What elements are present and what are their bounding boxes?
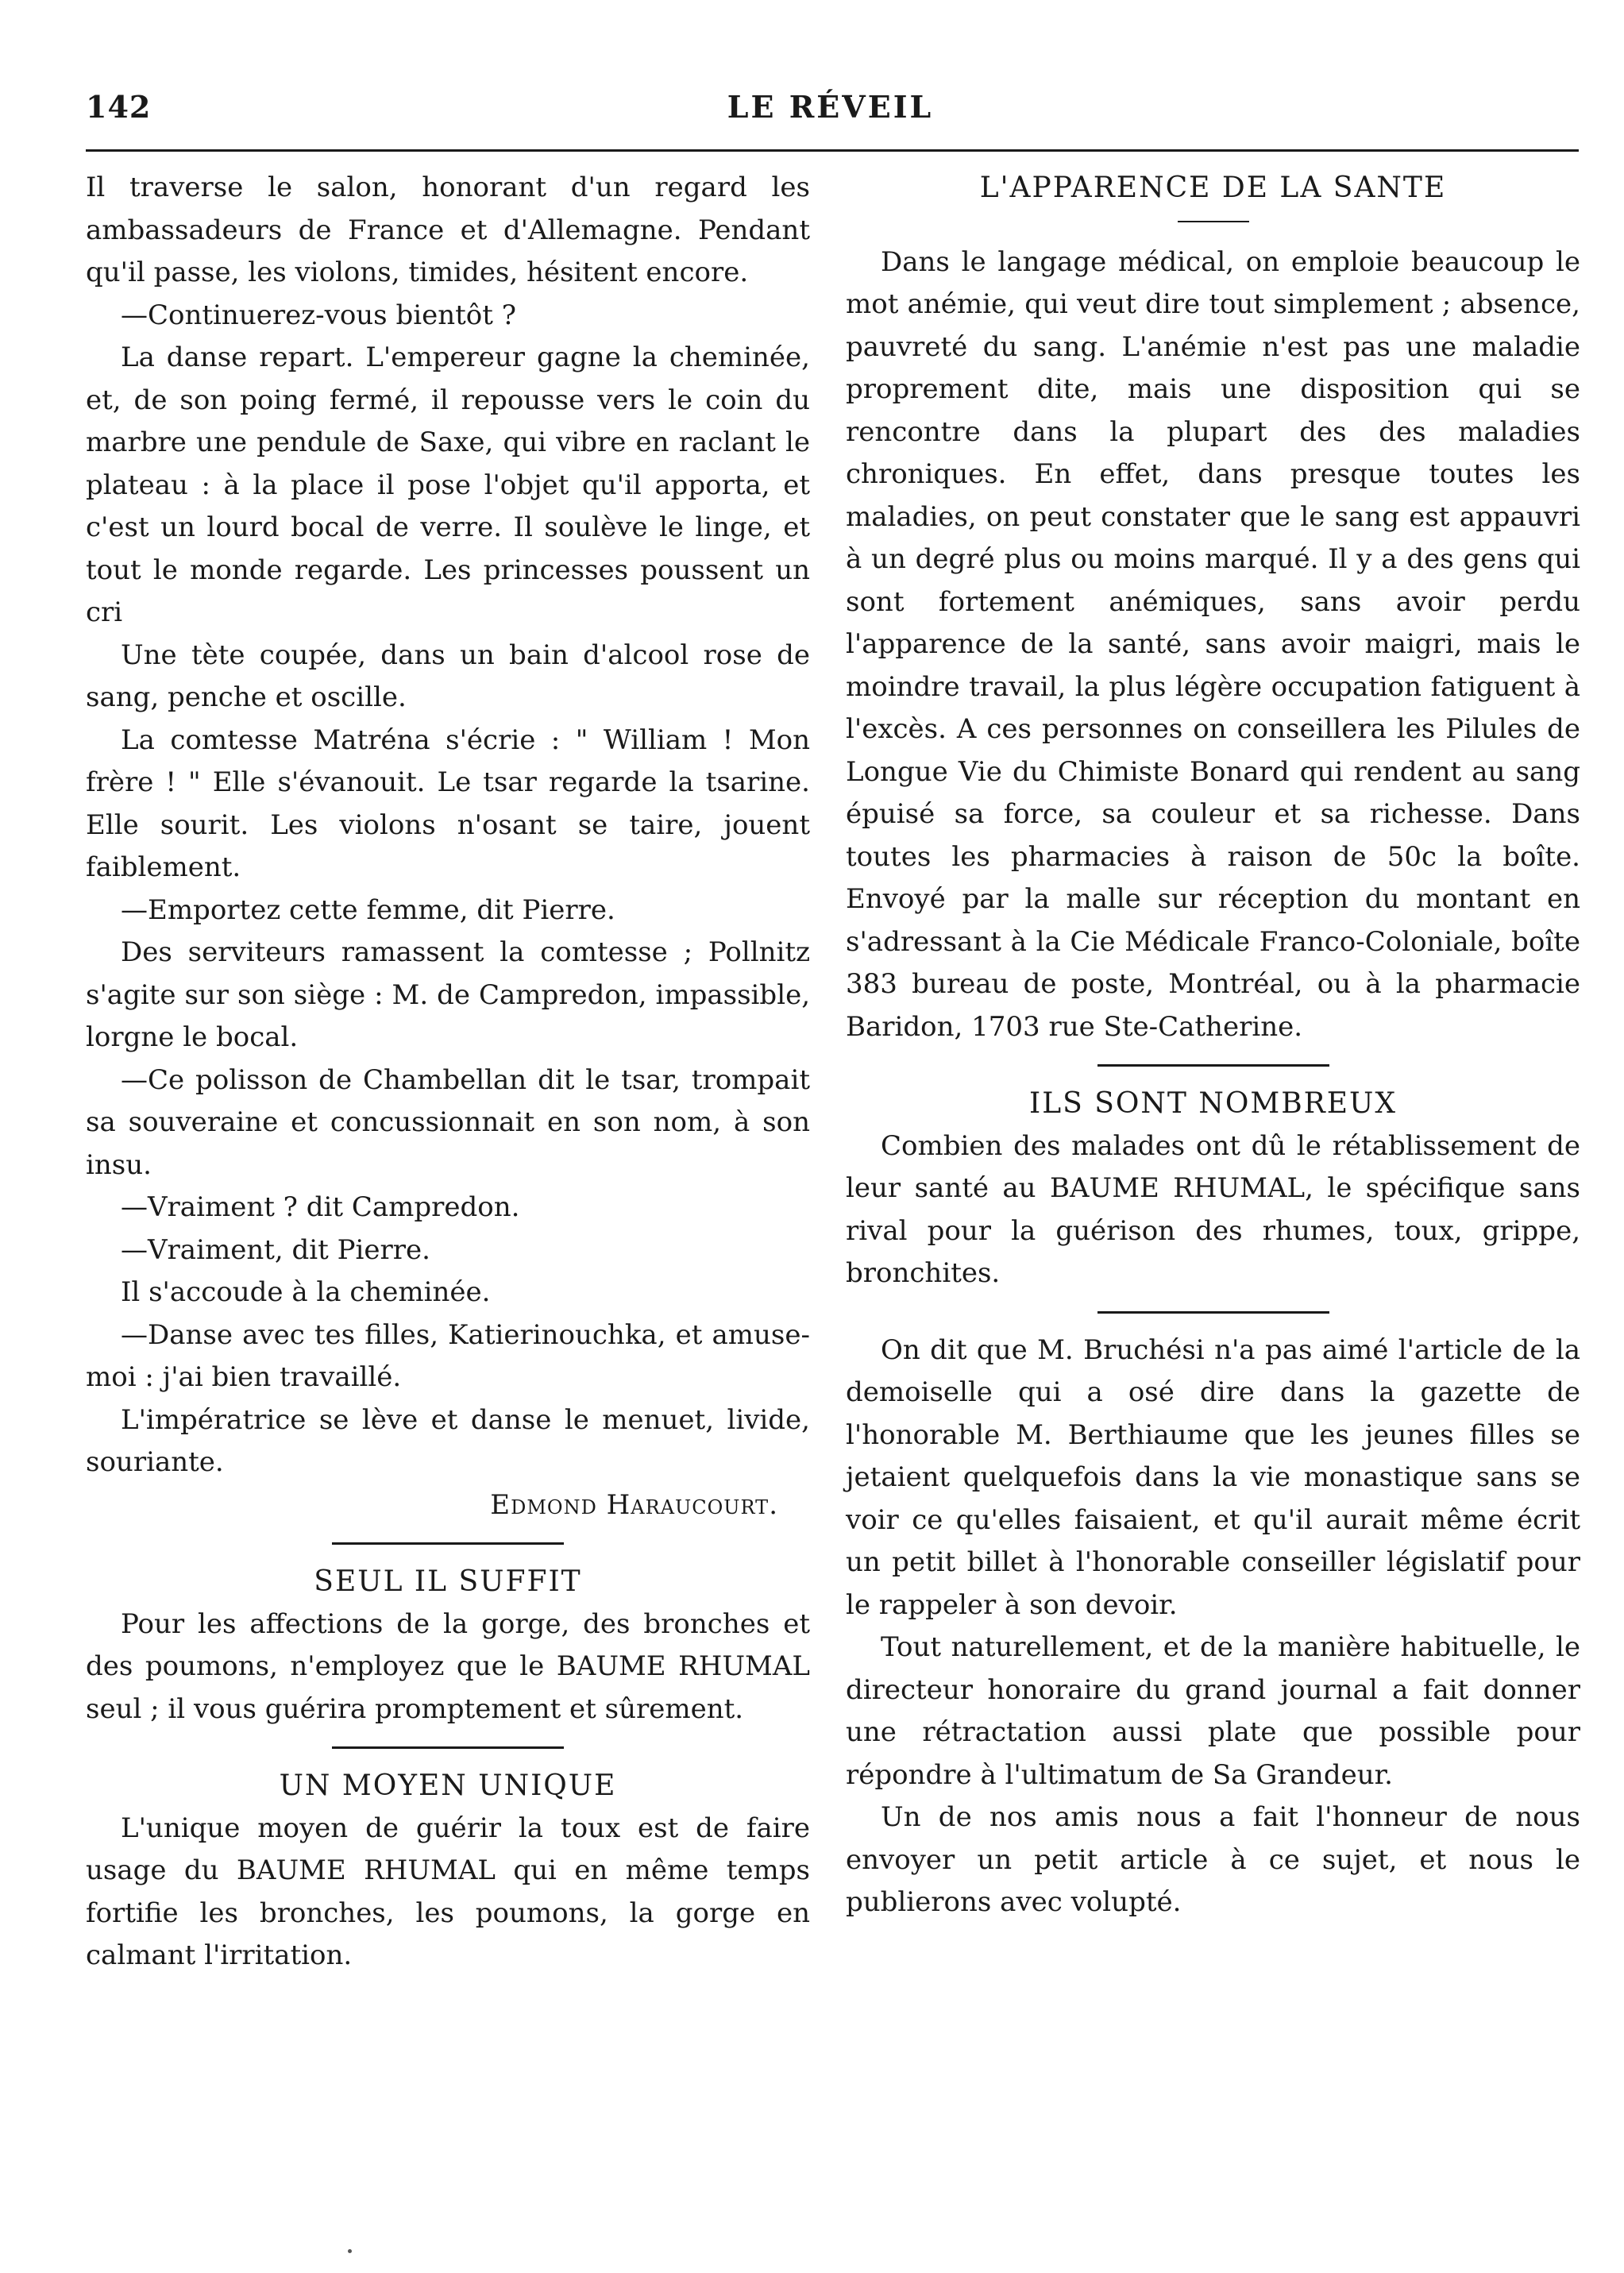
section-title-ils-sont-nombreux: ILS SONT NOMBREUX	[1028, 1087, 1398, 1120]
section-divider	[1097, 1311, 1329, 1314]
story-paragraph: Il s'accoude à la cheminée.	[121, 1276, 491, 1308]
story-paragraph: —Danse avec tes filles, Katierinouchka, et amuse-moi : j'ai bien travaillé.	[86, 1318, 810, 1393]
page-number: 142	[86, 89, 152, 125]
section-body-apparence: Dans le langage médical, on emploie beaucoup le mot anémie, qui veut dire tout simplement ; absence, pauvreté du sang. L'anémie n'est pas une maladie proprement dite, mais une disposition qui se rencontre dans la plupart des des maladies chroniques. En effet, dans presque toutes les maladies, on peut constater que le sang est appauvri à un degré plus ou moins marqué. Il y a des gens qui sont fortement anémiques, sans avoir perdu l'apparence de la santé, sans avoir maigri, mais le moindre travail, la plus légère occupation fatiguent à l'excès. A ces personnes on conseillera les Pilules de Longue Vie du Chimiste Bonard qui rendent au sang épuisé sa force, sa couleur et sa richesse. Dans toutes les pharmacies à raison de 50c la boîte. Envoyé par la malle sur réception du montant en s'adressant à la Cie Médicale Franco-Coloniale, boîte 383 bureau de poste, Montréal, ou à la pharmacie Baridon, 1703 rue Ste-Catherine.	[846, 245, 1580, 1043]
header-rule	[86, 149, 1579, 152]
section-body-seul-il-suffit: Pour les affections de la gorge, des bronches et des poumons, n'employez que le BAUME RHUMAL seul ; il vous guérira promptement et sûrement.	[86, 1607, 810, 1725]
bruchesi-paragraph: Un de nos amis nous a fait l'honneur de nous envoyer un petit article à ce sujet, et nous le publierons avec volupté.	[846, 1801, 1580, 1918]
story-paragraph: —Vraiment ? dit Campredon.	[121, 1191, 520, 1223]
story-paragraph: —Vraiment, dit Pierre.	[121, 1233, 430, 1266]
section-divider	[1097, 1064, 1329, 1067]
right-column	[846, 167, 1580, 1924]
section-title-apparence: L'APPARENCE DE LA SANTE	[979, 172, 1447, 204]
section-divider	[332, 1746, 564, 1749]
author-signature: Edmond Haraucourt.	[490, 1488, 778, 1521]
story-paragraph: Il traverse le salon, honorant d'un regard les ambassadeurs de France et d'Allemagne. Pendant qu'il passe, les violons, timides, hésitent encore.	[86, 172, 810, 288]
story-paragraph: Une tète coupée, dans un bain d'alcool rose de sang, penche et oscille.	[86, 639, 810, 713]
story-paragraph: La comtesse Matréna s'écrie : " William ! Mon frère ! " Elle s'évanouit. Le tsar regarde la tsarine. Elle sourit. Les violons n'osant se taire, jouent faiblement.	[86, 724, 810, 883]
title-dash	[1178, 221, 1249, 222]
story-paragraph: L'impératrice se lève et danse le menuet, livide, souriante.	[86, 1403, 810, 1478]
print-speck	[348, 2249, 352, 2253]
section-body-un-moyen-unique: L'unique moyen de guérir la toux est de faire usage du BAUME RHUMAL qui en même temps fortifie les bronches, les poumons, la gorge en calmant l'irritation.	[86, 1812, 810, 1971]
section-body-ils-sont-nombreux: Combien des malades ont dû le rétablissement de leur santé au BAUME RHUMAL, le spécifique sans rival pour la guérison des rhumes, toux, grippe, bronchites.	[846, 1129, 1580, 1289]
section-title-un-moyen-unique: UN MOYEN UNIQUE	[279, 1769, 617, 1802]
bruchesi-paragraph: Tout naturellement, et de la manière habituelle, le directeur honoraire du grand journal a fait donner une rétractation aussi plate que possible pour répondre à l'ultimatum de Sa Grandeur.	[846, 1631, 1580, 1791]
story-paragraph: —Continuerez-vous bientôt ?	[121, 299, 516, 331]
section-divider	[332, 1542, 564, 1545]
journal-title: LE RÉVEIL	[727, 89, 934, 125]
page-header	[86, 89, 1575, 137]
bruchesi-paragraph: On dit que M. Bruchési n'a pas aimé l'article de la demoiselle qui a osé dire dans la gazette de l'honorable M. Berthiaume que les jeunes filles se jetaient quelquefois dans la vie monastique sans se voir ce qu'elles faisaient, et qu'il aurait même écrit un petit billet à l'honorable conseiller législatif pour le rappeler à son devoir.	[846, 1333, 1580, 1621]
story-paragraph: —Ce polisson de Chambellan dit le tsar, trompait sa souveraine et concussionnait en son nom, à son insu.	[86, 1063, 810, 1181]
story-paragraph: La danse repart. L'empereur gagne la cheminée, et, de son poing fermé, il repousse vers le coin du marbre une pendule de Saxe, qui vibre en raclant le plateau : à la place il pose l'objet qu'il apporta, et c'est un lourd bocal de verre. Il soulève le linge, et tout le monde regarde. Les princesses poussent un cri	[86, 342, 810, 628]
left-column	[86, 167, 810, 1978]
story-paragraph: Des serviteurs ramassent la comtesse ; Pollnitz s'agite sur son siège : M. de Campredon, impassible, lorgne le bocal.	[86, 936, 810, 1053]
story-paragraph: —Emportez cette femme, dit Pierre.	[121, 893, 615, 926]
section-title-seul-il-suffit: SEUL IL SUFFIT	[314, 1565, 582, 1598]
